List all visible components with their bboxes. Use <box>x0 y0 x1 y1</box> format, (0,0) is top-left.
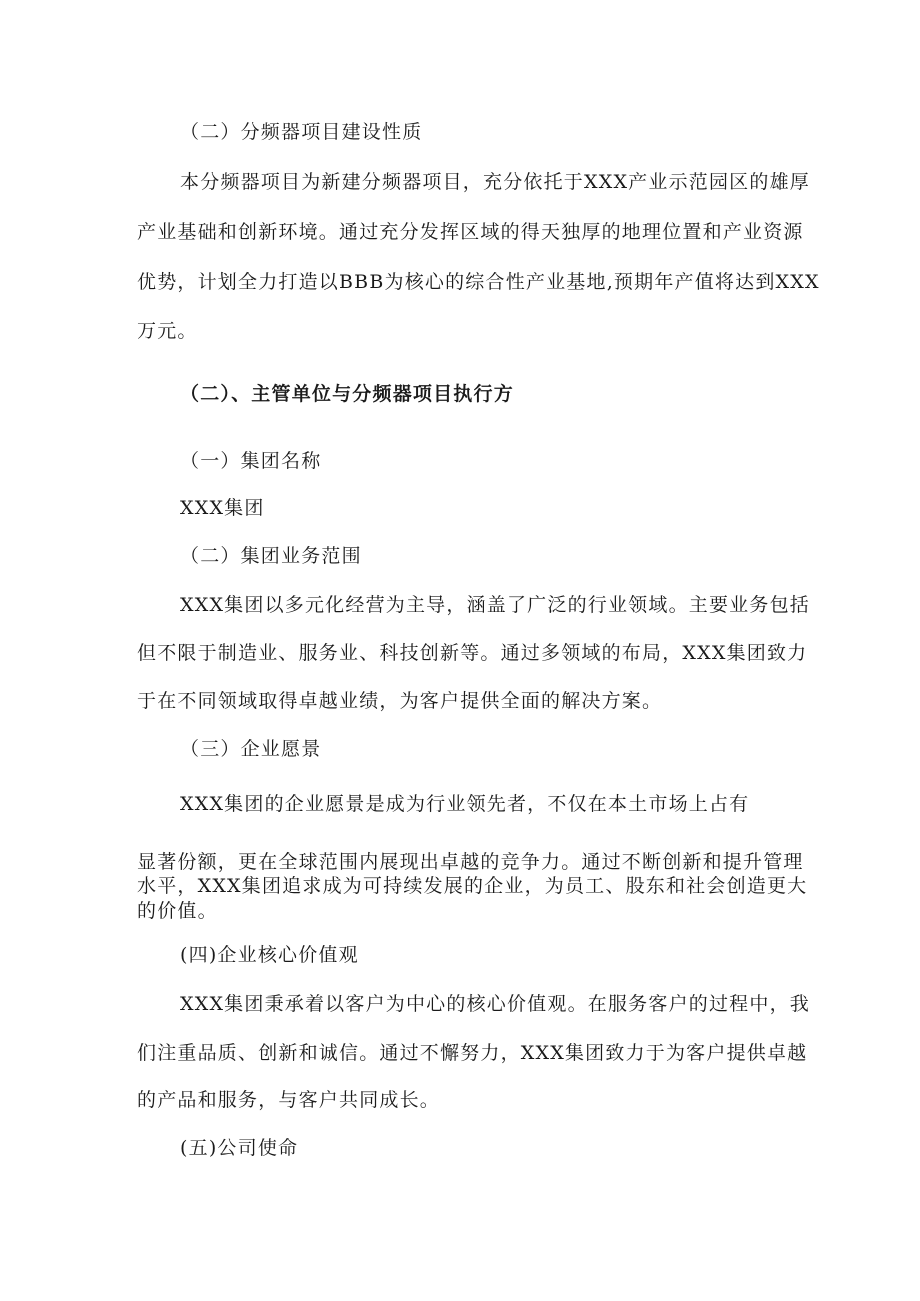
paragraph-line: 的产品和服务，与客户共同成长。 <box>137 1089 441 1111</box>
paragraph-line: 优势，计划全力打造以BBB为核心的综合性产业基地,预期年产值将达到XXX <box>137 271 820 293</box>
paragraph-line: 于在不同领域取得卓越业绩，为客户提供全面的解决方案。 <box>137 690 663 712</box>
section-heading-business-scope: （二）集团业务范围 <box>180 545 362 567</box>
paragraph-line: XXX集团的企业愿景是成为行业领先者，不仅在本土市场上占有 <box>180 793 750 815</box>
paragraph-line: XXX集团秉承着以客户为中心的核心价值观。在服务客户的过程中，我 <box>180 993 810 1015</box>
section-heading-core-values: (四)企业核心价值观 <box>180 944 359 966</box>
section-heading-group-name: （一）集团名称 <box>180 450 322 472</box>
paragraph-line: 显著份额，更在全球范围内展现出卓越的竞争力。通过不断创新和提升管理 <box>137 851 804 873</box>
paragraph-line: XXX集团以多元化经营为主导，涵盖了广泛的行业领域。主要业务包括 <box>180 594 810 616</box>
group-name-value: XXX集团 <box>180 497 265 519</box>
paragraph-line: 水平，XXX集团追求成为可持续发展的企业，为员工、股东和社会创造更大 <box>137 875 808 897</box>
paragraph-line: 们注重品质、创新和诚信。通过不懈努力，XXX集团致力于为客户提供卓越 <box>137 1042 808 1064</box>
paragraph-line: 的价值。 <box>137 900 218 922</box>
section-heading-mission: (五)公司使命 <box>180 1137 299 1159</box>
chapter-heading: （二）、主管单位与分频器项目执行方 <box>180 383 514 405</box>
paragraph-line: 本分频器项目为新建分频器项目，充分依托于XXX产业示范园区的雄厚 <box>180 171 810 193</box>
section-heading-vision: （三）企业愿景 <box>180 738 322 760</box>
paragraph-line: 万元。 <box>137 320 198 342</box>
paragraph-line: 产业基础和创新环境。通过充分发挥区域的得天独厚的地理位置和产业资源 <box>137 221 804 243</box>
section-heading-project-nature: （二）分频器项目建设性质 <box>180 121 423 143</box>
paragraph-line: 但不限于制造业、服务业、科技创新等。通过多领域的布局，XXX集团致力 <box>137 642 808 664</box>
